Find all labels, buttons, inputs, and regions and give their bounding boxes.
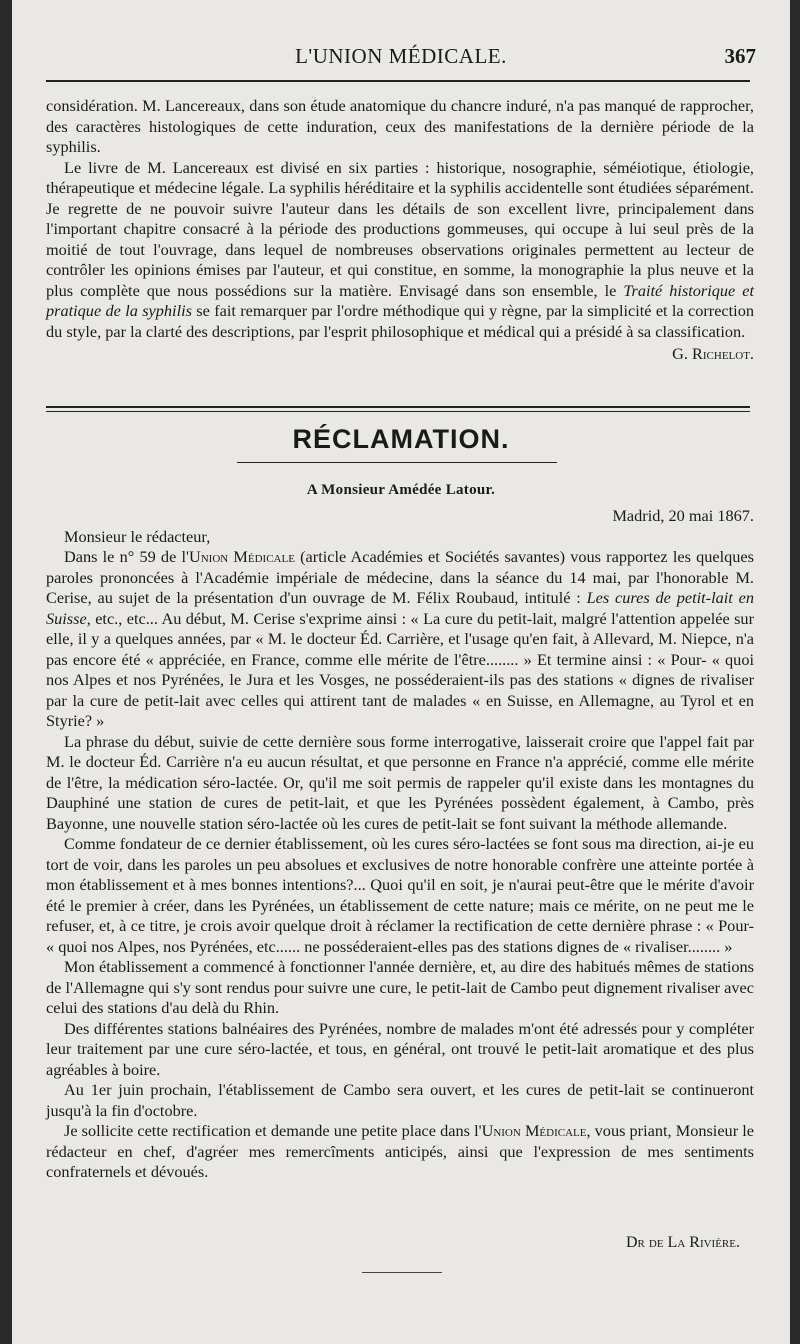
page-header — [46, 44, 756, 74]
page-number: 367 — [724, 44, 756, 68]
section-rule-top — [46, 406, 750, 408]
journal-name: Union Médicale — [188, 547, 295, 566]
p7-end: , vous priant, Monsieur le rédacteur en chef, d'agréer mes remercîments anticipés, ainsi que l'expression de mes sentiments confraternels et dévoués. — [46, 1121, 754, 1181]
review-section — [46, 96, 754, 365]
place-date: Madrid, 20 mai 1867. — [612, 506, 754, 525]
salutation: Monsieur le rédacteur, — [64, 526, 211, 546]
footer-rule — [362, 1272, 442, 1273]
book-title: Traité historique et pratique de la syphilis — [46, 280, 755, 320]
review-paragraph-2-text: Le livre de M. Lancereaux est divisé en six parties : historique, nosographie, séméiotique, étiologie, thérapeutique et médecine légale. La syphilis héréditaire et la syphilis accidentelle sont étudiées séparément. Je regrette de ne pouvoir suivre l'auteur dans les détails de son excellent livre, principalement dans l'important chapitre consacré à la période des productions gommeuses, qui occupe à lui seul près de la moitié de tout l'ouvrage, dans lequel de nombreuses observations originales permettent au lecteur de contrôler les opinions émises par l'auteur, et qui constitue, en somme, la monographie la plus neuve et la plus complète que nous possédions sur la matière. Envisagé dans son ensemble, le — [46, 157, 754, 300]
review-paragraph-2 — [46, 158, 754, 343]
letter-paragraph-5: Des différentes stations balnéaires des Pyrénées, nombre de malades m'ont été adressés pour y compléter leur traitement par une cure séro-lactée, et tous, en général, ont trouvé le petit-lait aromatique et des plus agréables à boire. — [46, 1018, 754, 1079]
p1-start: Dans le n° 59 de l' — [64, 547, 189, 566]
header-rule — [46, 80, 750, 82]
section-title: RÉCLAMATION. — [292, 424, 510, 454]
letter-signature: Dr de La Rivière. — [626, 1234, 740, 1251]
title-underline — [237, 462, 557, 463]
review-signature: G. Richelot. — [672, 344, 754, 363]
letter-paragraph-7 — [46, 1121, 754, 1183]
letter-paragraph-4: Mon établissement a commencé à fonctionner l'année dernière, et, au dire des habitués mêmes de stations de l'Allemagne qui s'y sont rendus pour suivre une cure, le petit-lait de Cambo peut dignement rivaliser avec celui des stations d'au delà du Rhin. — [46, 957, 754, 1017]
journal-title: L'UNION MÉDICALE. — [295, 44, 507, 68]
letter-paragraph-6: Au 1er juin prochain, l'établissement de Cambo sera ouvert, et les cures de petit-lait se continueront jusqu'à la fin d'octobre. — [46, 1080, 754, 1120]
p7-start: Je sollicite cette rectification et demande une petite place dans l' — [64, 1121, 482, 1140]
addressee: A Monsieur Amédée Latour. — [306, 482, 496, 498]
journal-page — [12, 0, 790, 1344]
letter-paragraph-3: Comme fondateur de ce dernier établissement, où les cures séro-lactées se font sous ma direction, ai-je eu tort de voir, dans les paroles un peu absolues et exclusives de notre honorable confrère une atteinte portée à mon établissement et à mes bonnes intentions?... Quoi qu'il en soit, je n'aurai peut-être que le mérite d'avoir été le premier à créer, dans les Pyrénées, un établissement de cette nature; mais ce mérite, on ne peut me le refuser, et, à ce titre, je crois avoir quelque droit à réclamer la rectification de cette dernière phrase : « Pour- « quoi nos Alpes, nos Pyrénées, etc...... ne posséderaient-elles pas des stations dignes de « rivaliser........ » — [46, 834, 754, 956]
p1-end: etc., etc... Au début, M. Cerise s'exprime ainsi : « La cure du petit-lait, malgré l'attention appelée sur elle, il y a quelques années, par « M. le docteur Éd. Carrière, et l'usage qu'en fait, à Allevard, M. Niepce, n'a pas encore été « appréciée, en France, comme elle mérite de l'être........ » Et termine ainsi : « Pour- « quoi nos Alpes et nos Pyrénées, le Jura et les Vosges, ne posséderaient-ils pas des stations « dignes de rivaliser par la cure de petit-lait avec celles qui attirent tant de malades « en Suisse, en Allemagne, au Tyrol et en Styrie? » — [46, 608, 754, 730]
journal-name-2: Union Médicale — [481, 1121, 587, 1140]
review-paragraph-1: considération. M. Lancereaux, dans son étude anatomique du chancre induré, n'a pas manqué de rapprocher, des caractères histologiques de cette induration, ceux des manifestations de la dernière période de la syphilis. — [46, 96, 754, 156]
letter-paragraph-2: La phrase du début, suivie de cette dernière sous forme interrogative, laisserait croire que l'appel fait par M. le docteur Éd. Carrière n'a eu aucun résultat, et que personne en France n'a apprécié, comme elle mérite de l'être, la médication séro-lactée. Or, qu'il me soit permis de rappeler qu'il existe dans les montagnes du Dauphiné une station de cures de petit-lait, et que les Pyrénées possèdent également, à Cambo, près Bayonne, une nouvelle station séro-lactée où les cures de petit-lait se font suivant la méthode allemande. — [46, 731, 754, 833]
letter-paragraph-1 — [46, 547, 754, 732]
cited-work: Les cures de petit-lait en Suisse, — [46, 588, 754, 628]
review-paragraph-2-end: se fait remarquer par l'ordre méthodique qui y règne, par la simplicité et la correction du style, par la clarté des descriptions, par l'esprit philosophique et médical qui a présidé à sa classification. — [46, 301, 754, 341]
letter-body — [46, 506, 754, 1183]
p1-middle: (article Académies et Sociétés savantes) vous rapportez les quelques paroles prononcées à l'Académie impériale de médecine, dans la séance du 14 mai, par l'honorable M. Cerise, au sujet de la présentation d'un ouvrage de M. Félix Roubaud, intitulé : — [46, 547, 754, 607]
section-rule-bottom — [46, 411, 750, 412]
